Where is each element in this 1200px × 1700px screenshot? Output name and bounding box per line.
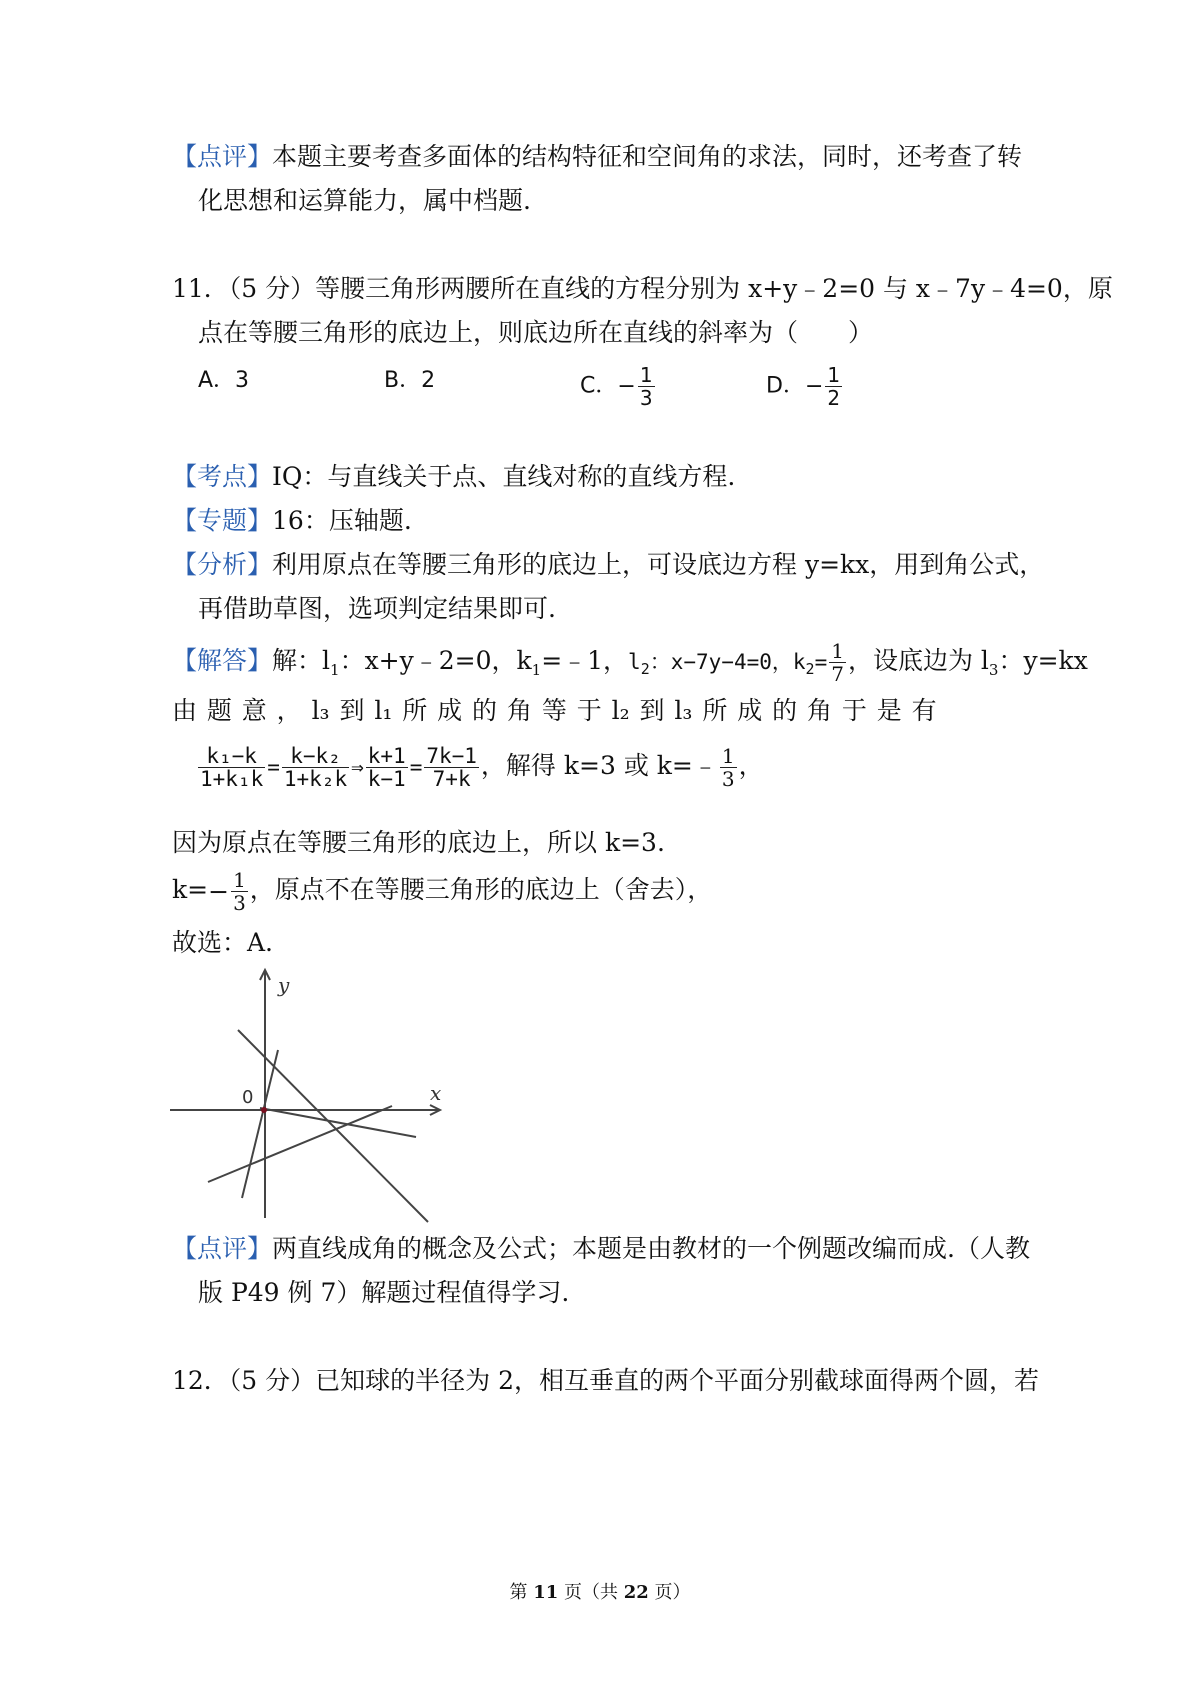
solution-line-5: k=− $\frac{1}{3}$ ，原点不在等腰三角形的底边上（舍去）， (172, 868, 713, 915)
k2-fraction: $\frac{1}{7}$ (831, 639, 844, 686)
fenxi-text: 利用原点在等腰三角形的底边上，可设底边方程 y=kx，用到角公式， (272, 550, 1045, 579)
formula-fraction-1: $\frac{\text{k₁−k}}{\text{1+k₁k}}$ (200, 744, 264, 791)
l2-equation: $l_2$：x−7y−4=0，$k_2=$ (628, 650, 828, 679)
kaodian-text: IQ：与直线关于点、直线对称的直线方程. (272, 462, 736, 491)
option-d-fraction: $\frac{1}{2}$ (827, 363, 841, 410)
review-1-line-2: 化思想和运算能力，属中档题. (198, 186, 531, 215)
zhuanti-line (172, 504, 412, 538)
result-fraction: $\frac{1}{3}$ (721, 744, 735, 791)
option-d: D．− $\frac{1}{2}$ (766, 363, 841, 410)
leg-line-2 (260, 1108, 416, 1137)
review-2-line-2: 版 P49 例 7）解题过程值得学习. (198, 1278, 570, 1307)
sketch-graph (160, 960, 460, 1230)
option-c-label: C． (580, 373, 618, 399)
x-axis-label: x (430, 1081, 442, 1105)
fenxi-tag: 【分析】 (172, 550, 273, 579)
question-11-stem-2: 点在等腰三角形的底边上，则底边所在直线的斜率为（ ） (198, 318, 874, 347)
zhuanti-tag: 【专题】 (172, 506, 273, 535)
review-tag: 【点评】 (172, 142, 273, 171)
kaodian-tag: 【考点】 (172, 462, 273, 491)
rejected-fraction: $\frac{1}{3}$ (233, 868, 246, 915)
option-c-fraction: $\frac{1}{3}$ (639, 363, 653, 410)
kaodian-line (172, 460, 735, 494)
page-footer: 第 11 页（共 22 页） (509, 1582, 691, 1603)
base-line (242, 1050, 278, 1198)
option-c: C．− $\frac{1}{3}$ (580, 363, 653, 410)
leg-line-1 (238, 1030, 428, 1222)
formula-fraction-2: $\frac{\text{k−k₂}}{\text{1+k₂k}}$ (283, 744, 348, 791)
review-2-line-1: 【点评】两直线成角的概念及公式；本题是由教材的一个例题改编而成.（人教 (172, 1234, 1030, 1263)
solution-formula-line: $\frac{\text{k₁−k}}{\text{1+k₁k}}$ = $\frac{\text{k−k₂}}{\text{1+k₂k}}$ ⇒ $\frac{k+1}{k-1}$ = $\frac{7k-1}{7+k}$ ，解得 k=3 或 k=﹣ $\frac{1}{3}$ ， (200, 744, 764, 791)
review-text: 本题主要考查多面体的结构特征和空间角的求法，同时，还考查了转 (272, 142, 1023, 171)
review-1-line-1 (172, 140, 1022, 174)
question-11-stem-1: 11．（5 分）等腰三角形两腰所在直线的方程分别为 x+y﹣2=0 与 x﹣7y﹣4=0，原 (172, 274, 1113, 303)
solution-line-2: 由 题 意 ， l₃ 到 l₁ 所 成 的 角 等 于 l₂ 到 l₃ 所 成 的 角 于 是 有 (172, 696, 937, 725)
option-b: B．2 (384, 368, 436, 393)
solution-answer: 故选：A. (172, 928, 274, 957)
origin-label: 0 (242, 1087, 254, 1108)
question-12-stem: 12．（5 分）已知球的半径为 2，相互垂直的两个平面分别截球面得两个圆，若 (172, 1366, 1040, 1395)
formula-fraction-3: $\frac{k+1}{k-1}$ (367, 744, 406, 791)
total-pages: 22 (623, 1582, 649, 1603)
option-a: A．3 (198, 368, 250, 393)
zhuanti-text: 16：压轴题. (272, 506, 412, 535)
fenxi-line-2: 再借助草图，选项判定结果即可. (198, 594, 556, 623)
solution-tag: 【解答】 (172, 646, 273, 675)
review-2-tag: 【点评】 (172, 1234, 273, 1263)
fenxi-line-1 (172, 548, 1044, 582)
y-axis-label: y (278, 973, 290, 997)
solution-line-1: 【解答】解：$l_1$：x+y﹣2=0，$k_1=﹣1$，$l_2$：x−7y−4=0，$k_2=$ $\frac{1}{7}$ ，设底边为 $l_3$：y=kx (172, 639, 1088, 686)
option-d-label: D． (766, 373, 805, 399)
solution-line-4: 因为原点在等腰三角形的底边上，所以 k=3. (172, 828, 665, 857)
page-number: 11 (533, 1582, 559, 1603)
origin-point (261, 1107, 267, 1113)
formula-fraction-4: $\frac{7k-1}{7+k}$ (426, 744, 477, 791)
leg-line-3 (208, 1106, 392, 1182)
